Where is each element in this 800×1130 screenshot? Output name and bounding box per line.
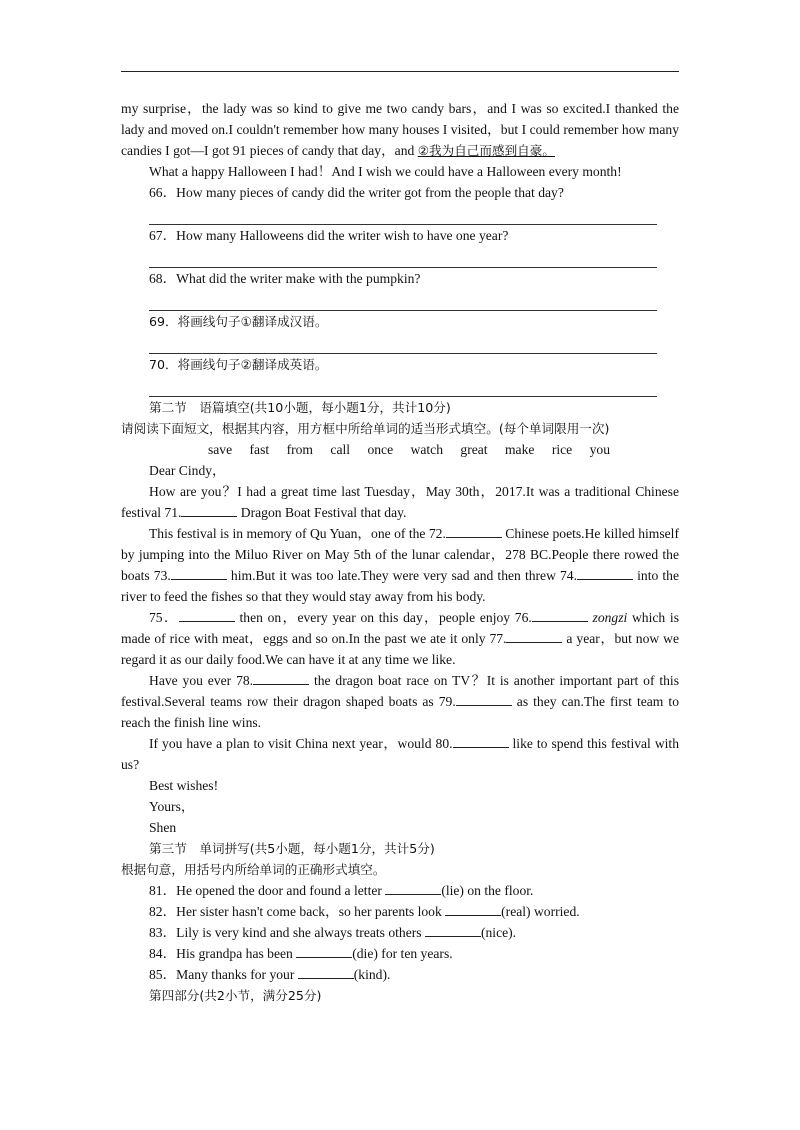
word-option: call <box>330 442 351 457</box>
text: (die) for ten years. <box>352 946 453 961</box>
word-option: you <box>589 442 611 457</box>
document-body <box>121 98 679 1006</box>
question-68: 68．What did the writer make with the pumpkin? <box>149 271 421 286</box>
letter-yours: Yours， <box>149 799 195 814</box>
blank-85[interactable] <box>298 966 354 979</box>
question-67: 67．How many Halloweens did the writer wish to have one year? <box>149 228 509 243</box>
answer-line-70[interactable] <box>149 375 657 397</box>
text: a year，but now we regard it as our daily food.We can have it at any time we like. <box>121 631 680 667</box>
blank-82[interactable] <box>445 903 501 916</box>
letter-closing: Best wishes! <box>149 778 219 793</box>
text: 75． <box>149 610 179 625</box>
word-option: great <box>460 442 488 457</box>
underlined-sentence-2: ②我为自己而感到自豪。 <box>417 143 555 158</box>
word-option: once <box>367 442 394 457</box>
text: If you have a plan to visit China next year，would 80. <box>149 736 453 751</box>
spelling-item-81 <box>121 880 679 901</box>
question-66: 66．How many pieces of candy did the writer got from the people that day? <box>149 185 564 200</box>
word-option: watch <box>410 442 443 457</box>
letter-paragraph-2 <box>121 523 679 607</box>
spelling-item-83 <box>121 922 679 943</box>
answer-line-68[interactable] <box>149 289 657 311</box>
blank-74[interactable] <box>577 567 633 580</box>
text: Have you ever 78. <box>149 673 254 688</box>
text: which is made of rice with meat，eggs and so on.In the past we ate it only 77. <box>121 610 679 646</box>
section-3-instruction: 根据句意，用括号内所给单词的正确形式填空。 <box>121 862 386 877</box>
word-option: make <box>504 442 535 457</box>
word-option: from <box>286 442 314 457</box>
letter-greeting: Dear Cindy， <box>149 463 226 478</box>
blank-75[interactable] <box>179 609 235 622</box>
section-2-header: 第二节 语篇填空(共10小题，每小题1分，共计10分) <box>149 400 451 415</box>
section-2-instruction: 请阅读下面短文，根据其内容，用方框中所给单词的适当形式填空。(每个单词限用一次) <box>121 421 610 436</box>
text: 85．Many thanks for your <box>149 967 298 982</box>
passage-paragraph-2: What a happy Halloween I had！And I wish we could have a Halloween every month! <box>149 164 622 179</box>
text: 82．Her sister hasn't come back，so her parents look <box>149 904 446 919</box>
text: 84．His grandpa has been <box>149 946 297 961</box>
blank-80[interactable] <box>453 735 509 748</box>
letter-signature: Shen <box>149 820 177 835</box>
blank-84[interactable] <box>296 945 352 958</box>
italic-word: zongzi <box>592 610 628 625</box>
text: (nice). <box>480 925 517 940</box>
passage-text: my surprise，the lady was so kind to give me two candy bars，and I was so excited.I thanked the lady and moved on.I couldn't remember how many houses I visited，but I could remember how many candies I got—I got 91 pieces of candy that day，and <box>121 101 679 158</box>
blank-81[interactable] <box>385 882 441 895</box>
text: him.But it was too late.They were very sad and then threw 74. <box>226 568 578 583</box>
question-70: 70．将画线句子②翻译成英语。 <box>149 357 328 372</box>
answer-line-66[interactable] <box>149 203 657 225</box>
blank-83[interactable] <box>425 924 481 937</box>
text: This festival is in memory of Qu Yuan，one of the 72. <box>149 526 446 541</box>
word-option: save <box>207 442 233 457</box>
text: as they can.The first team to reach the finish line wins. <box>121 694 679 730</box>
text: Dragon Boat Festival that day. <box>237 505 407 520</box>
text: Chinese poets.He killed himself by jumping into the Miluo River on May 5th of the lunar calendar，278 BC.People there rowed the boats 73. <box>121 526 679 583</box>
blank-79[interactable] <box>456 693 512 706</box>
question-69: 69．将画线句子①翻译成汉语。 <box>149 314 328 329</box>
blank-76[interactable] <box>532 609 588 622</box>
text: 81．He opened the door and found a letter <box>149 883 386 898</box>
text: 83．Lily is very kind and she always treats others <box>149 925 425 940</box>
spelling-item-84 <box>121 943 679 964</box>
answer-line-67[interactable] <box>149 246 657 268</box>
text: like to spend this festival with us? <box>121 736 679 772</box>
text: (lie) on the floor. <box>441 883 534 898</box>
word-box <box>121 439 679 460</box>
letter-paragraph-3 <box>121 607 679 670</box>
header-rule <box>121 71 679 72</box>
part-4-header: 第四部分(共2小节，满分25分) <box>149 988 322 1003</box>
text: the dragon boat race on TV？It is another important part of this festival.Several teams row their dragon shaped boats as 79. <box>121 673 679 709</box>
spelling-item-82 <box>121 901 679 922</box>
blank-72[interactable] <box>446 525 502 538</box>
spelling-item-85 <box>121 964 679 985</box>
word-option: fast <box>249 442 270 457</box>
section-3-header: 第三节 单词拼写(共5小题，每小题1分，共计5分) <box>149 841 435 856</box>
text: then on，every year on this day，people enjoy 76. <box>234 610 532 625</box>
text: into the river to feed the fishes so that they would stay away from his body. <box>121 568 679 604</box>
word-option: rice <box>551 442 573 457</box>
text: (kind). <box>353 967 391 982</box>
blank-73[interactable] <box>171 567 227 580</box>
passage-paragraph-1 <box>121 98 679 161</box>
letter-paragraph-1 <box>121 481 679 523</box>
text: (real) worried. <box>501 904 580 919</box>
blank-77[interactable] <box>506 630 562 643</box>
text: How are you？I had a great time last Tuesday，May 30th，2017.It was a traditional Chinese festival 71. <box>121 484 679 520</box>
answer-line-69[interactable] <box>149 332 657 354</box>
blank-78[interactable] <box>253 672 309 685</box>
blank-71[interactable] <box>181 504 237 517</box>
letter-paragraph-4 <box>121 670 679 733</box>
letter-paragraph-5 <box>121 733 679 775</box>
